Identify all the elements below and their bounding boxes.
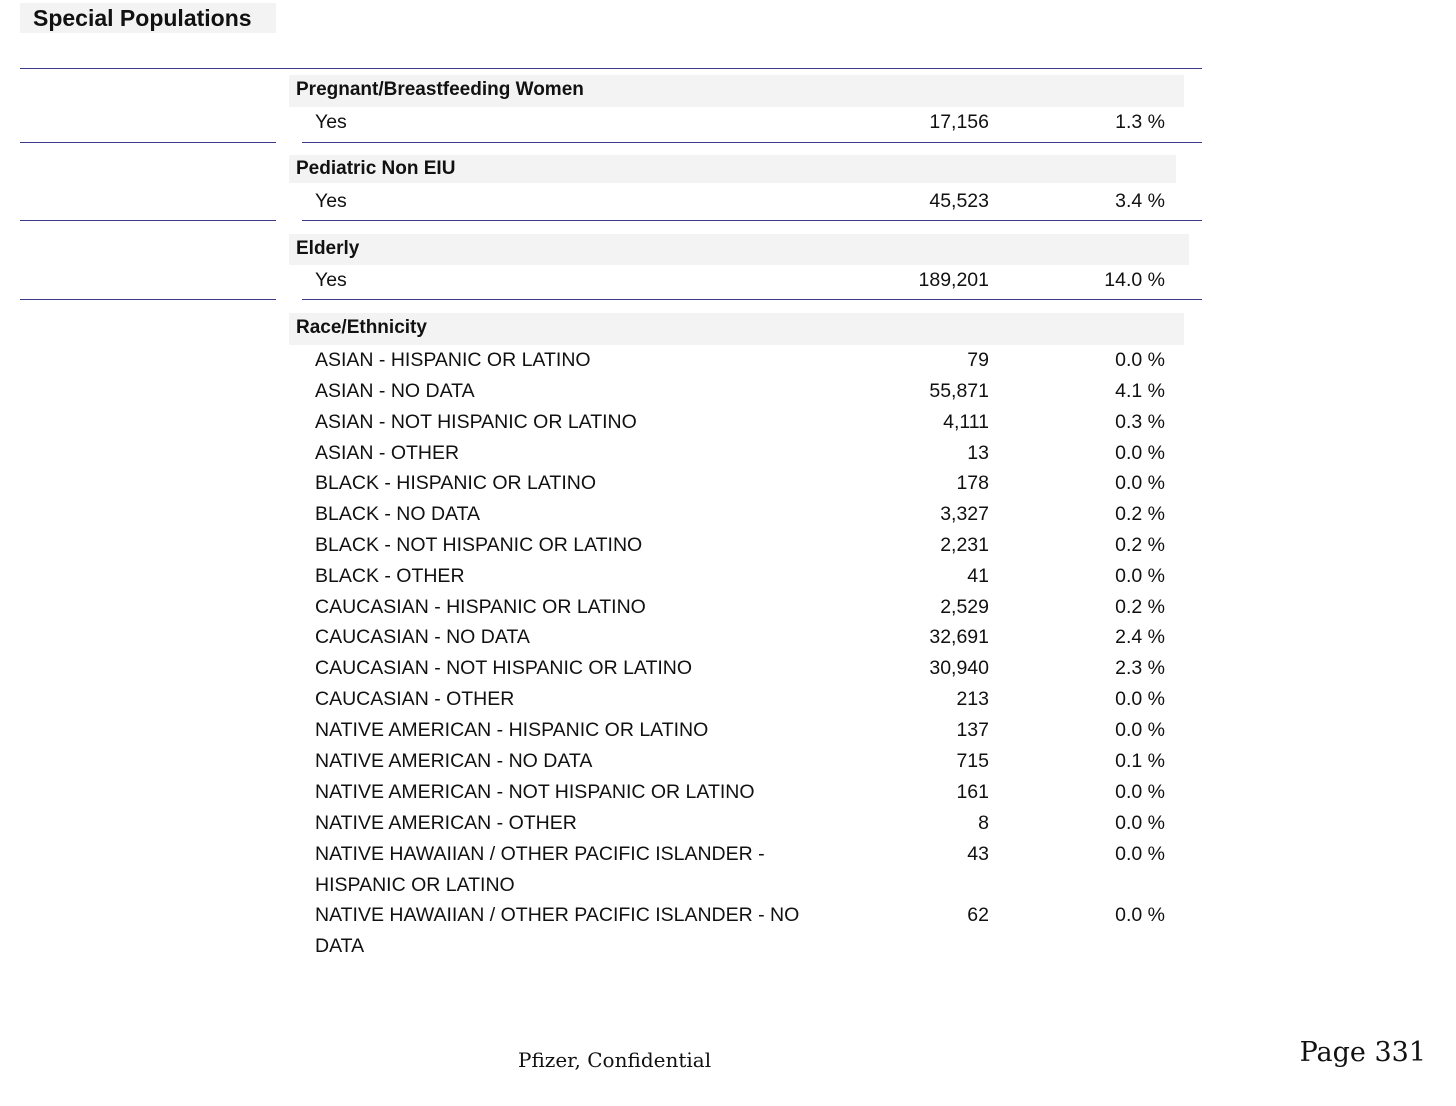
table-row [0, 653, 1456, 684]
section-header-pediatric [289, 155, 1176, 183]
confidential-footer: Pfizer, Confidential [518, 1048, 712, 1072]
row-percent: 0.0 % [1115, 904, 1165, 926]
section-header-elderly [289, 234, 1189, 265]
row-count: 715 [956, 750, 989, 772]
row-label: CAUCASIAN - HISPANIC OR LATINO [315, 596, 646, 618]
row-label: ASIAN - HISPANIC OR LATINO [315, 349, 591, 371]
table-row [0, 265, 1456, 296]
section-rule-left [20, 220, 276, 221]
section-rule-right [302, 220, 1202, 221]
section-header-label: Elderly [296, 238, 360, 259]
row-percent: 2.4 % [1115, 626, 1165, 648]
section-rule-left [20, 142, 276, 143]
row-percent: 3.4 % [1115, 190, 1165, 212]
section-header-race-ethnicity [289, 313, 1184, 345]
section-rule-right [302, 299, 1202, 300]
row-label: CAUCASIAN - NO DATA [315, 626, 530, 648]
row-percent: 0.0 % [1115, 688, 1165, 710]
row-count: 3,327 [940, 503, 989, 525]
row-count: 43 [967, 843, 989, 865]
row-percent: 0.0 % [1115, 719, 1165, 741]
row-count: 189,201 [918, 269, 989, 291]
table-row [0, 808, 1456, 839]
row-percent: 14.0 % [1104, 269, 1165, 291]
table-row [0, 839, 1456, 901]
table-row [0, 561, 1456, 592]
row-label: NATIVE HAWAIIAN / OTHER PACIFIC ISLANDER - NO DATA [315, 904, 800, 957]
row-label: Yes [315, 190, 347, 212]
table-row [0, 438, 1456, 469]
row-label: BLACK - NO DATA [315, 503, 481, 525]
row-label: BLACK - OTHER [315, 565, 465, 587]
row-percent: 0.0 % [1115, 349, 1165, 371]
table-row [0, 407, 1456, 438]
section-header-label: Pregnant/Breastfeeding Women [296, 79, 584, 100]
row-percent: 2.3 % [1115, 657, 1165, 679]
table-row [0, 186, 1456, 217]
row-label: CAUCASIAN - OTHER [315, 688, 515, 710]
table-row [0, 715, 1456, 746]
row-count: 62 [967, 904, 989, 926]
row-count: 178 [956, 472, 989, 494]
row-percent: 0.0 % [1115, 565, 1165, 587]
section-header-label: Race/Ethnicity [296, 317, 427, 338]
row-count: 2,231 [940, 534, 989, 556]
table-row [0, 746, 1456, 777]
table-row [0, 777, 1456, 808]
table-row [0, 499, 1456, 530]
row-label: NATIVE AMERICAN - NO DATA [315, 750, 593, 772]
row-count: 13 [967, 442, 989, 464]
row-label: BLACK - NOT HISPANIC OR LATINO [315, 534, 643, 556]
table-row [0, 900, 1456, 962]
table-row [0, 345, 1456, 376]
row-percent: 0.3 % [1115, 411, 1165, 433]
section-header-label: Pediatric Non EIU [296, 158, 456, 179]
row-label: NATIVE HAWAIIAN / OTHER PACIFIC ISLANDER - HISPANIC OR LATINO [315, 843, 765, 896]
section-header-pregnant [289, 75, 1184, 107]
row-count: 213 [956, 688, 989, 710]
row-count: 55,871 [929, 380, 989, 402]
row-percent: 0.0 % [1115, 843, 1165, 865]
row-label: ASIAN - NOT HISPANIC OR LATINO [315, 411, 637, 433]
row-label: CAUCASIAN - NOT HISPANIC OR LATINO [315, 657, 693, 679]
row-label: Yes [315, 111, 347, 133]
row-label: BLACK - HISPANIC OR LATINO [315, 472, 596, 494]
table-row [0, 468, 1456, 499]
row-count: 45,523 [929, 190, 989, 212]
table-row [0, 684, 1456, 715]
row-count: 30,940 [929, 657, 989, 679]
row-percent: 0.0 % [1115, 472, 1165, 494]
row-percent: 0.0 % [1115, 781, 1165, 803]
row-count: 8 [978, 812, 989, 834]
row-count: 137 [956, 719, 989, 741]
page-title-box [20, 3, 276, 33]
section-rule-right [302, 142, 1202, 143]
page-number: Page 331 [1299, 1037, 1426, 1068]
row-percent: 0.1 % [1115, 750, 1165, 772]
row-percent: 4.1 % [1115, 380, 1165, 402]
row-label: NATIVE AMERICAN - HISPANIC OR LATINO [315, 719, 709, 741]
row-percent: 0.0 % [1115, 442, 1165, 464]
row-percent: 0.0 % [1115, 812, 1165, 834]
row-count: 161 [956, 781, 989, 803]
page-title: Special Populations [33, 5, 252, 31]
table-row [0, 622, 1456, 653]
row-percent: 0.2 % [1115, 534, 1165, 556]
row-count: 32,691 [929, 626, 989, 648]
row-count: 79 [967, 349, 989, 371]
title-rule [20, 68, 1202, 69]
row-count: 2,529 [940, 596, 989, 618]
row-count: 41 [967, 565, 989, 587]
table-row [0, 530, 1456, 561]
row-label: Yes [315, 269, 347, 291]
row-percent: 0.2 % [1115, 503, 1165, 525]
table-row [0, 107, 1456, 138]
row-label: ASIAN - NO DATA [315, 380, 475, 402]
table-row [0, 592, 1456, 623]
section-rule-left [20, 299, 276, 300]
row-count: 4,111 [943, 411, 989, 433]
row-percent: 0.2 % [1115, 596, 1165, 618]
row-count: 17,156 [929, 111, 989, 133]
row-percent: 1.3 % [1115, 111, 1165, 133]
row-label: NATIVE AMERICAN - OTHER [315, 812, 577, 834]
row-label: NATIVE AMERICAN - NOT HISPANIC OR LATINO [315, 781, 755, 803]
row-label: ASIAN - OTHER [315, 442, 460, 464]
table-row [0, 376, 1456, 407]
